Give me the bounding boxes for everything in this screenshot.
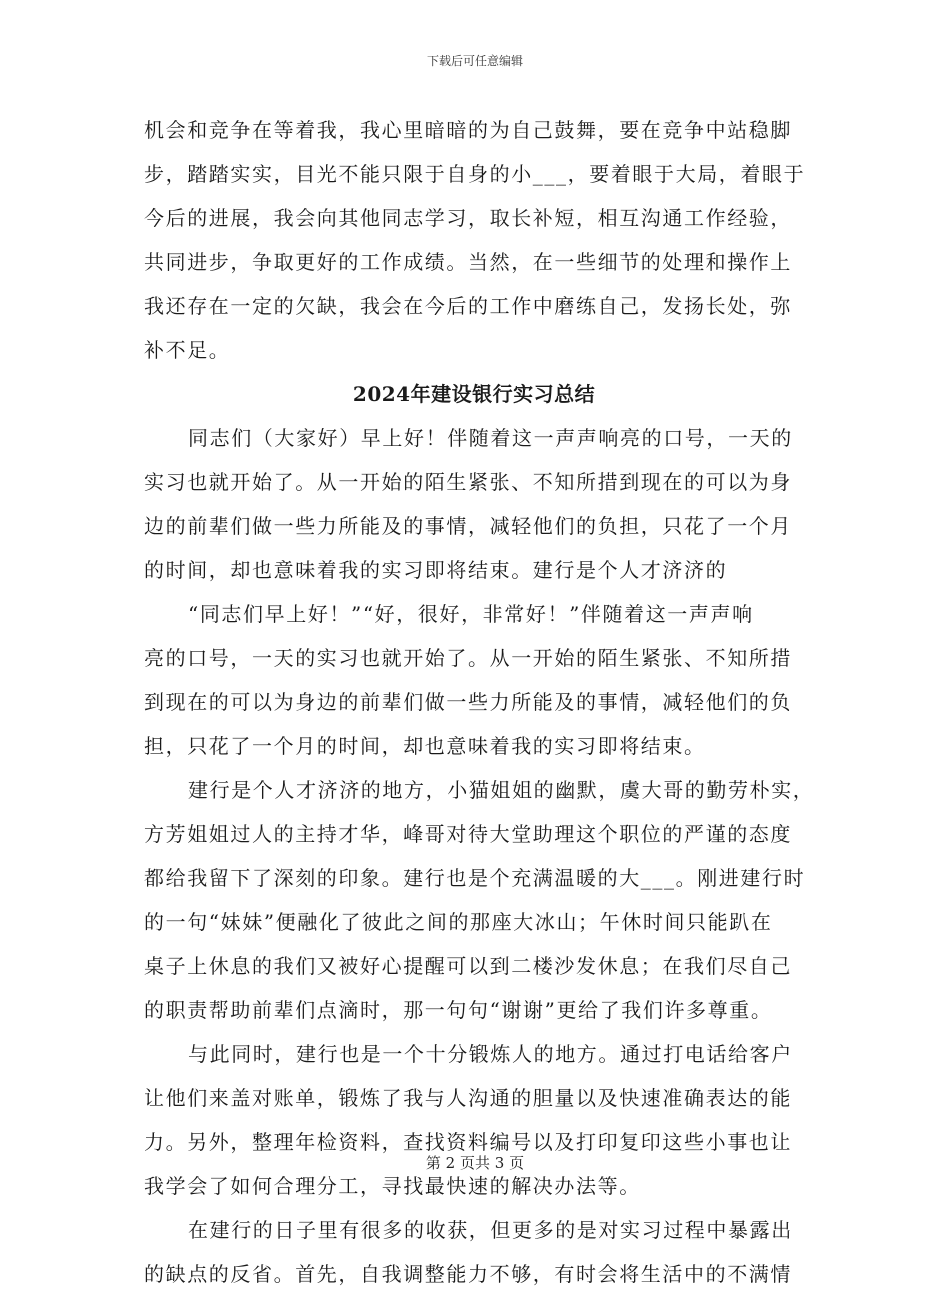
text-line: 补不足。: [144, 338, 231, 362]
text-line: 到现在的可以为身边的前辈们做一些力所能及的事情，减轻他们的负: [144, 690, 792, 714]
text-line: 实习也就开始了。从一开始的陌生紧张、不知所措到现在的可以为身: [144, 470, 792, 494]
text-line: 建行是个人才济济的地方，小猫姐姐的幽默，虞大哥的勤劳朴实，: [188, 778, 815, 802]
text-line: 的缺点的反省。首先，自我调整能力不够，有时会将生活中的不满情: [144, 1262, 792, 1286]
text-line: 我还存在一定的欠缺，我会在今后的工作中磨练自己，发扬长处，弥: [144, 294, 792, 318]
text-line: 与此同时，建行也是一个十分锻炼人的地方。通过打电话给客户: [188, 1042, 793, 1066]
text-line: 边的前辈们做一些力所能及的事情，减轻他们的负担，只花了一个月: [144, 514, 792, 538]
document-body: [144, 108, 815, 1296]
text-line: 桌子上休息的我们又被好心提醒可以到二楼沙发休息；在我们尽自己: [144, 954, 792, 978]
text-line: 步，踏踏实实，目光不能只限于自身的小___，要着眼于大局，着眼于: [144, 162, 806, 186]
text-line: 的一句“妹妹”便融化了彼此之间的那座大冰山；午休时间只能趴在: [144, 910, 773, 934]
page-footer: 第 2 页共 3 页: [425, 1154, 525, 1172]
section-title: 2024年建设银行实习总结: [352, 382, 596, 406]
text-line: “同志们早上好！”“好，很好，非常好！”伴随着这一声声响: [188, 602, 754, 626]
text-line: 同志们（大家好）早上好！伴随着这一声声响亮的口号，一天的: [188, 426, 793, 450]
text-line: 在建行的日子里有很多的收获，但更多的是对实习过程中暴露出: [188, 1218, 793, 1242]
page-header: 下载后可任意编辑: [426, 54, 523, 68]
text-line: 机会和竞争在等着我，我心里暗暗的为自己鼓舞，要在竞争中站稳脚: [144, 118, 792, 142]
text-line: 的时间，却也意味着我的实习即将结束。建行是个人才济济的: [144, 558, 728, 582]
text-line: 共同进步，争取更好的工作成绩。当然，在一些细节的处理和操作上: [144, 250, 792, 274]
text-line: 担，只花了一个月的时间，却也意味着我的实习即将结束。: [144, 734, 706, 758]
text-line: 力。另外，整理年检资料，查找资料编号以及打印复印这些小事也让: [144, 1130, 792, 1154]
text-line: 让他们来盖对账单，锻炼了我与人沟通的胆量以及快速准确表达的能: [144, 1086, 792, 1110]
text-line: 都给我留下了深刻的印象。建行也是个充满温暖的大___。刚进建行时: [144, 866, 806, 890]
text-line: 亮的口号，一天的实习也就开始了。从一开始的陌生紧张、不知所措: [144, 646, 792, 670]
text-line: 今后的进展，我会向其他同志学习，取长补短，相互沟通工作经验，: [144, 206, 792, 230]
text-line: 的职责帮助前辈们点滴时，那一句句“谢谢”更给了我们许多尊重。: [144, 998, 773, 1022]
text-line: 方芳姐姐过人的主持才华，峰哥对待大堂助理这个职位的严谨的态度: [144, 822, 792, 846]
text-line: 我学会了如何合理分工，寻找最快速的解决办法等。: [144, 1174, 641, 1198]
